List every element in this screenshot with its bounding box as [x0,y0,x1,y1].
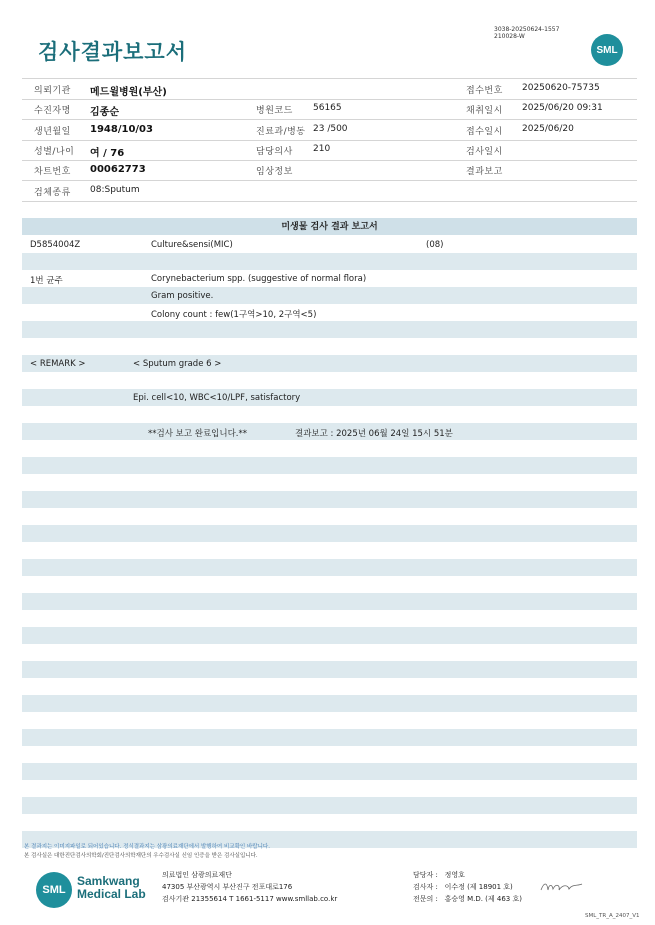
organism-label: 1번 균주 [30,276,63,286]
info-row-divider [22,201,637,202]
row-band [22,525,637,542]
row-band [22,661,637,678]
info-l1-row-5: 검체종류 [34,188,71,198]
remark-detail: Epi. cell<10, WBC<10/LPF, satisfactory [133,393,301,403]
info-l1-row-0: 의뢰기관 [34,86,71,96]
info-l3-row-0: 접수번호 [466,86,503,96]
completion-text: **검사 보고 완료입니다.** [148,429,248,439]
tech-name: 이수정 (제 18901 호) [444,883,513,891]
test-suffix: (08) [426,240,444,250]
brand-line-1: Samkwang [77,874,140,888]
row-band [22,729,637,746]
tech-label: 검사자 : [413,883,438,891]
info-l1-row-2: 생년월일 [34,127,71,137]
remark-label: < REMARK > [30,359,86,369]
brand-line-2: Medical Lab [77,887,146,901]
info-l1-row-1: 수진자명 [34,106,71,116]
info-row-divider [22,160,637,161]
row-band [22,355,637,372]
row-band [22,253,637,270]
info-row-divider [22,99,637,100]
info-v1-row-0: 메드윌병원(부산) [90,87,167,98]
row-band [22,695,637,712]
info-v3-row-2: 2025/06/20 [522,124,574,134]
form-code: SML_TR_A_2407_V1 [585,913,640,919]
info-l3-row-2: 접수일시 [466,127,503,137]
manager-label: 담당자 : [413,871,438,879]
row-band [22,797,637,814]
row-band [22,763,637,780]
result-report-time: 결과보고 : 2025년 06월 24일 15시 51분 [295,429,453,439]
row-band [22,491,637,508]
footer-contact: 검사기관 21355614 T 1661-5117 www.smllab.co.kr [162,895,338,903]
info-v1-row-1: 김종순 [90,107,119,118]
document-id-line1: 3038-20250624-1557 [494,26,560,33]
doctor-name: 홍승영 M.D. (제 463 호) [444,895,522,903]
info-v2-row-2: 23 /500 [313,124,348,134]
row-band [22,389,637,406]
footer-brand [77,875,146,901]
info-l1-row-4: 차트번호 [34,167,71,177]
info-l2-row-1: 병원코드 [256,106,293,116]
row-band [22,321,637,338]
page-title: 검사결과보고서 [38,40,188,64]
doctor-label: 전문의 : [413,895,438,903]
info-row-divider [22,140,637,141]
row-band [22,627,637,644]
organism-line-2: Gram positive. [151,291,214,301]
footer-sml-logo: SML [36,872,72,908]
report-section-title: 미생물 검사 결과 보고서 [281,222,378,232]
row-band [22,457,637,474]
info-v2-row-1: 56165 [313,103,342,113]
organism-line-3: Colony count : few(1구역>10, 2구역<5) [151,310,317,320]
info-row-divider [22,119,637,120]
info-l2-row-2: 진료과/병동 [256,127,306,137]
footer-address: 47305 부산광역시 부산진구 전포대로176 [162,883,293,891]
info-v3-row-1: 2025/06/20 09:31 [522,103,603,113]
row-band [22,593,637,610]
organism-line-1: Corynebacterium spp. (suggestive of normal flora) [151,274,367,284]
manager-name: 정영호 [444,871,465,879]
row-band [22,559,637,576]
info-top-divider [22,78,637,79]
document-id [494,26,559,40]
remark-grade: < Sputum grade 6 > [133,359,222,369]
signature-image [538,878,586,896]
info-l3-row-1: 채취일시 [466,106,503,116]
info-l3-row-3: 검사일시 [466,147,503,157]
document-id-line2: 210028-W [494,33,525,40]
info-l3-row-4: 결과보고 [466,167,503,177]
info-row-divider [22,180,637,181]
info-v1-row-5: 08:Sputum [90,185,140,195]
footer-staff [413,869,522,905]
info-v1-row-3: 여 / 76 [90,148,125,159]
row-band [22,287,637,304]
info-v2-row-3: 210 [313,144,331,154]
info-v3-row-0: 20250620-75735 [522,83,600,93]
info-v1-row-4: 00062773 [90,164,146,175]
info-l2-row-4: 임상정보 [256,167,293,177]
sml-logo: SML [591,34,623,66]
footer-org-info [162,869,337,905]
notice-line-1: 본 결과지는 이미지파일로 되어있습니다. 정식결과지는 삼광의료재단에서 발행하여 비교확인 바랍니다. [24,844,270,850]
info-v1-row-2: 1948/10/03 [90,124,153,135]
info-l2-row-3: 담당의사 [256,147,293,157]
footer-org: 의료법인 삼광의료재단 [162,871,232,879]
test-code: D5854004Z [30,240,81,250]
notice-line-2: 본 검사실은 대한진단검사의학회/진단검사의학재단의 우수검사실 신임 인증을 받은 검사실입니다. [24,853,258,859]
test-name: Culture&sensi(MIC) [151,240,233,250]
info-l1-row-3: 성별/나이 [34,147,75,157]
